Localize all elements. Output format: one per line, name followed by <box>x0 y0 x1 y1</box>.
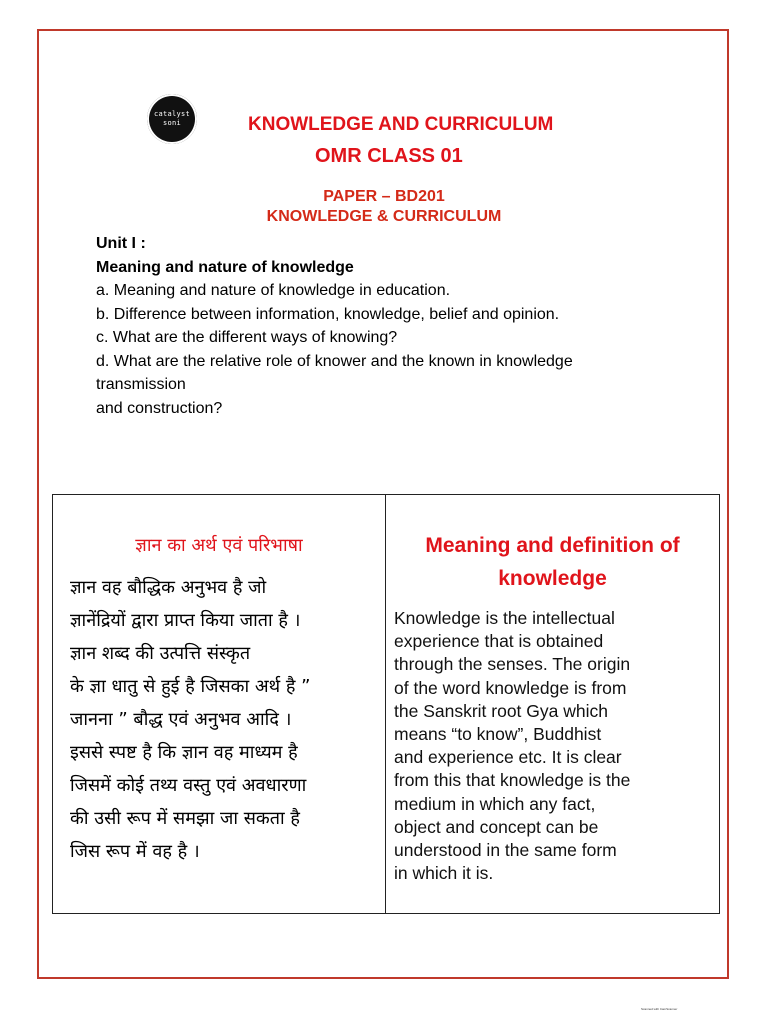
english-line: medium in which any fact, <box>394 793 596 814</box>
hindi-line: ज्ञान शब्द की उत्पत्ति संस्कृत <box>70 643 251 664</box>
english-heading-line: knowledge <box>498 567 607 590</box>
hindi-line: जिसमें कोई तथ्य वस्तु एवं अवधारणा <box>70 775 307 796</box>
syllabus-item: transmission <box>96 376 186 393</box>
english-line: from this that knowledge is the <box>394 770 631 791</box>
class-subtitle: OMR CLASS 01 <box>315 145 463 167</box>
hindi-definition-text <box>70 571 373 868</box>
unit-label: Unit I : <box>96 235 146 252</box>
english-definition-text <box>394 607 713 885</box>
english-line: object and concept can be <box>394 816 599 837</box>
logo-icon <box>147 94 197 144</box>
english-definition-cell <box>386 495 720 914</box>
syllabus-item: b. Difference between information, knowledge, belief and opinion. <box>96 305 560 323</box>
hindi-line: इससे स्पष्ट है कि ज्ञान वह माध्यम है <box>70 742 298 763</box>
hindi-definition-cell <box>53 495 386 914</box>
english-line: means “to know”, Buddhist <box>394 724 602 745</box>
english-line: Knowledge is the intellectual <box>394 608 615 628</box>
syllabus-item: d. What are the relative role of knower and the known in knowledge <box>96 352 573 370</box>
english-heading-line: Meaning and definition of <box>425 534 680 557</box>
scan-watermark: Scanned with CamScanner <box>641 1007 678 1011</box>
syllabus-item: and construction? <box>96 399 223 417</box>
syllabus-item: a. Meaning and nature of knowledge in education. <box>96 282 451 299</box>
logo-text-bottom: soni <box>162 119 182 127</box>
hindi-line: जिस रूप में वह है । <box>70 841 200 862</box>
syllabus-section <box>96 232 696 420</box>
english-line: the Sanskrit root Gya which <box>394 700 608 721</box>
hindi-line: ज्ञान वह बौद्धिक अनुभव है जो <box>70 577 267 598</box>
syllabus-item: c. What are the different ways of knowing? <box>96 329 398 346</box>
hindi-line: जानना ” बौद्ध एवं अनुभव आदि । <box>70 709 292 730</box>
english-line: and experience etc. It is clear <box>394 747 622 768</box>
document-title: KNOWLEDGE AND CURRICULUM <box>248 114 554 135</box>
english-line: understood in the same form <box>394 840 617 861</box>
english-heading <box>386 529 719 595</box>
definition-table <box>52 494 720 914</box>
logo-text-top: catalyst <box>153 110 191 118</box>
english-line: of the word knowledge is from <box>394 677 627 698</box>
english-line: through the senses. The origin <box>394 654 631 675</box>
hindi-line: के ज्ञा धातु से हुई है जिसका अर्थ है ” <box>70 676 311 697</box>
paper-name: KNOWLEDGE & CURRICULUM <box>266 208 502 225</box>
paper-code: PAPER – BD201 <box>323 188 445 205</box>
hindi-line: ज्ञानेंद्रियों द्वारा प्राप्त किया जाता है । <box>70 610 301 631</box>
hindi-line: की उसी रूप में समझा जा सकता है <box>70 808 300 829</box>
hindi-heading: ज्ञान का अर्थ एवं परिभाषा <box>135 535 303 556</box>
unit-heading: Meaning and nature of knowledge <box>96 258 354 276</box>
english-line: in which it is. <box>394 863 494 884</box>
english-line: experience that is obtained <box>394 631 604 652</box>
